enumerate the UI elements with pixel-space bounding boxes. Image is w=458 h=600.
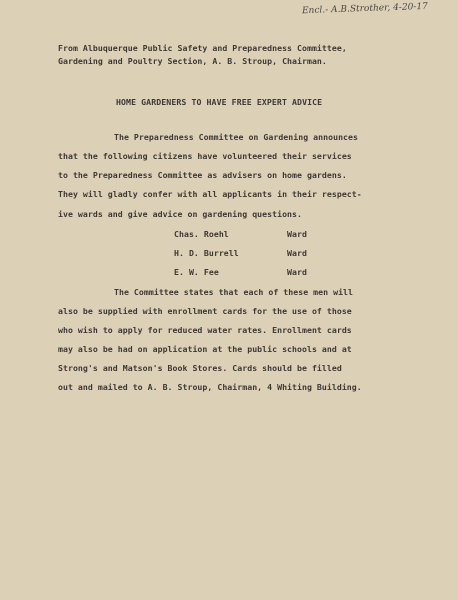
paragraph-1-line: They will gladly confer with all applicants in their respect- bbox=[58, 189, 362, 199]
paragraph-2-line: out and mailed to A. B. Stroup, Chairman, 4 Whiting Building. bbox=[58, 382, 362, 392]
adviser-name: H. D. Burrell bbox=[174, 248, 239, 258]
paragraph-2-line: also be supplied with enrollment cards for the use of those bbox=[58, 306, 352, 316]
paragraph-1-line: The Preparedness Committee on Gardening announces bbox=[114, 132, 358, 142]
paragraph-2-line: who wish to apply for reduced water rates. Enrollment cards bbox=[58, 325, 352, 335]
adviser-ward: Ward bbox=[287, 248, 307, 258]
document-title: HOME GARDENERS TO HAVE FREE EXPERT ADVICE bbox=[116, 97, 323, 107]
paragraph-2-line: Strong's and Matson's Book Stores. Cards should be filled bbox=[58, 363, 342, 373]
header-line-1: From Albuquerque Public Safety and Preparedness Committee, bbox=[58, 43, 347, 53]
adviser-name: Chas. Roehl bbox=[174, 229, 229, 239]
adviser-name: E. W. Fee bbox=[174, 267, 219, 277]
adviser-ward: Ward bbox=[287, 229, 307, 239]
paragraph-1-line: ive wards and give advice on gardening questions. bbox=[58, 209, 302, 219]
handwritten-annotation: Encl.- A.B.Strother, 4-20-17 bbox=[301, 1, 429, 17]
header-line-2: Gardening and Poultry Section, A. B. Stroup, Chairman. bbox=[58, 56, 327, 66]
paragraph-2-line: may also be had on application at the public schools and at bbox=[58, 344, 352, 354]
paragraph-1-line: to the Preparedness Committee as advisers on home gardens. bbox=[58, 170, 347, 180]
paragraph-1-line: that the following citizens have volunteered their services bbox=[58, 151, 352, 161]
adviser-ward: Ward bbox=[287, 267, 307, 277]
paragraph-2-line: The Committee states that each of these men will bbox=[114, 287, 354, 297]
